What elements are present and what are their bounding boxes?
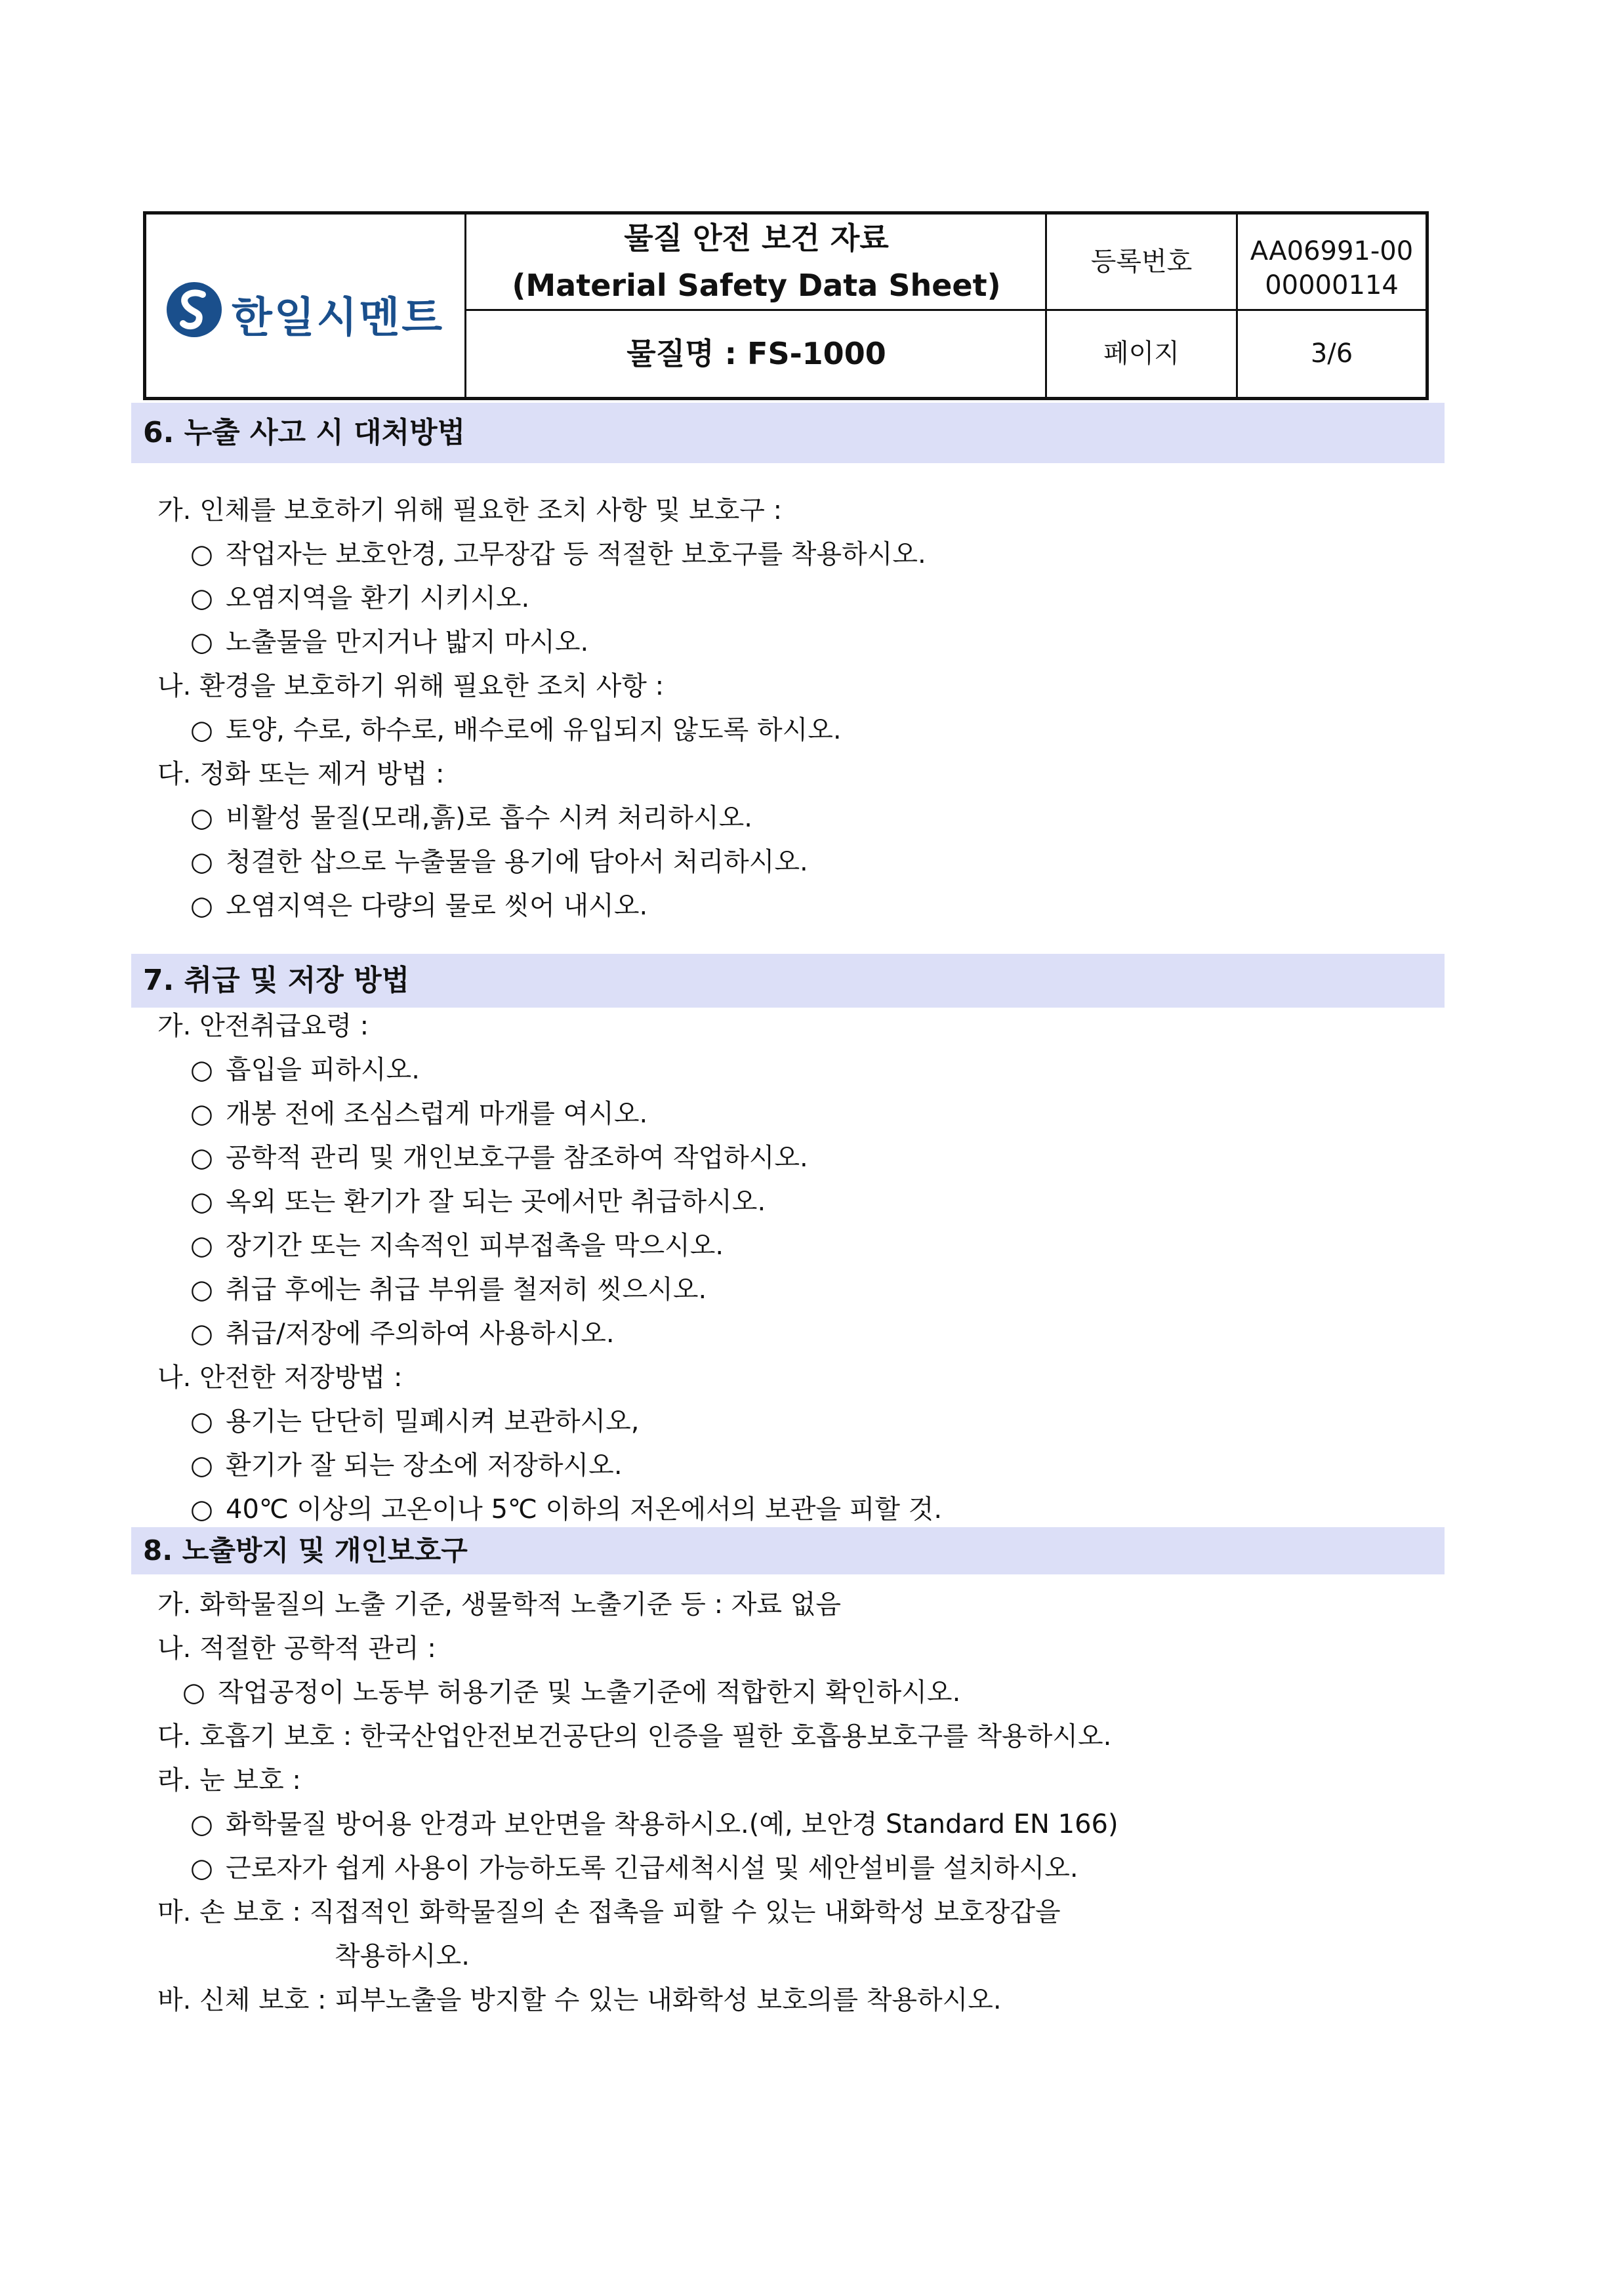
- section-7b-label: 나. 안전한 저장방법 :: [157, 1363, 403, 1393]
- list-item: ○ 환기가 잘 되는 장소에 저장하시오.: [190, 1448, 623, 1483]
- list-item: ○ 오염지역을 환기 시키시오.: [190, 581, 529, 615]
- section-7-heading: 7. 취급 및 저장 방법: [131, 954, 1445, 1008]
- bullet-icon: ○: [190, 539, 213, 569]
- registration-value-2: 00000114: [1265, 270, 1399, 300]
- list-item: ○ 화학물질 방어용 안경과 보안면을 착용하시오.(예, 보안경 Standard EN 166): [190, 1807, 1118, 1841]
- list-item: ○ 공학적 관리 및 개인보호구를 참조하여 작업하시오.: [190, 1141, 808, 1175]
- bullet-icon: ○: [190, 1494, 213, 1525]
- registration-label: 등록번호: [1090, 247, 1193, 277]
- bullet-icon: ○: [190, 803, 213, 833]
- bullet-icon: ○: [190, 891, 213, 921]
- list-item: ○ 비활성 물질(모래,흙)로 흡수 시켜 처리하시오.: [190, 801, 752, 835]
- section-8a-line: 가. 화학물질의 노출 기준, 생물학적 노출기준 등 : 자료 없음: [157, 1589, 842, 1620]
- document-title: [468, 215, 1045, 309]
- bullet-icon: ○: [190, 1099, 213, 1129]
- material-name: 물질명 : FS-1000: [626, 336, 886, 371]
- section-8d-label: 라. 눈 보호 :: [157, 1765, 301, 1795]
- company-logo: [165, 280, 447, 342]
- table-divider: [464, 215, 466, 397]
- list-item: ○ 작업자는 보호안경, 고무장갑 등 적절한 보호구를 착용하시오.: [190, 537, 926, 571]
- section-8f-line: 바. 신체 보호 : 피부노출을 방지할 수 있는 내화학성 보호의를 착용하시오.: [157, 1985, 1002, 2015]
- bullet-icon: ○: [190, 1809, 213, 1839]
- bullet-icon: ○: [190, 1055, 213, 1085]
- section-7a-label: 가. 안전취급요령 :: [157, 1011, 369, 1041]
- list-item: ○ 작업공정이 노동부 허용기준 및 노출기준에 적합한지 확인하시오.: [182, 1675, 960, 1710]
- list-item: ○ 오염지역은 다량의 물로 씻어 내시오.: [190, 889, 647, 923]
- list-item: ○ 노출물을 만지거나 밟지 마시오.: [190, 625, 588, 659]
- list-item: ○ 40℃ 이상의 고온이나 5℃ 이하의 저온에서의 보관을 피할 것.: [190, 1492, 942, 1527]
- bullet-icon: ○: [190, 715, 213, 745]
- section-6a-label: 가. 인체를 보호하기 위해 필요한 조치 사항 및 보호구 :: [157, 495, 783, 525]
- list-item: ○ 장기간 또는 지속적인 피부접촉을 막으시오.: [190, 1229, 724, 1263]
- bullet-icon: ○: [190, 1231, 213, 1261]
- company-name: 한일시멘트: [232, 294, 445, 342]
- list-item: ○ 청결한 삽으로 누출물을 용기에 담아서 처리하시오.: [190, 845, 808, 879]
- page-number: 3/6: [1310, 338, 1353, 369]
- bullet-icon: ○: [190, 1450, 213, 1481]
- section-6b-label: 나. 환경을 보호하기 위해 필요한 조치 사항 :: [157, 671, 665, 701]
- title-english: (Material Safety Data Sheet): [512, 268, 1001, 303]
- list-item: ○ 용기는 단단히 밀폐시켜 보관하시오,: [190, 1404, 639, 1439]
- section-6c-label: 다. 정화 또는 제거 방법 :: [157, 759, 445, 789]
- bullet-icon: ○: [190, 1275, 213, 1305]
- company-logo-icon: [165, 280, 224, 339]
- list-item: ○ 개봉 전에 조심스럽게 마개를 여시오.: [190, 1097, 647, 1131]
- list-item: ○ 취급/저장에 주의하여 사용하시오.: [190, 1317, 615, 1351]
- section-8e-line: 마. 손 보호 : 직접적인 화학물질의 손 접촉을 피할 수 있는 내화학성 보호장갑을: [157, 1897, 1061, 1927]
- list-item: ○ 옥외 또는 환기가 잘 되는 곳에서만 취급하시오.: [190, 1185, 766, 1219]
- bullet-icon: ○: [182, 1677, 205, 1708]
- bullet-icon: ○: [190, 1406, 213, 1437]
- page-label: 페이지: [1103, 338, 1180, 369]
- registration-value-1: AA06991-00: [1250, 236, 1414, 266]
- bullet-icon: ○: [190, 1187, 213, 1217]
- list-item: ○ 취급 후에는 취급 부위를 철저히 씻으시오.: [190, 1273, 707, 1307]
- section-6-heading: 6. 누출 사고 시 대처방법: [131, 403, 1445, 463]
- list-item: ○ 흡입을 피하시오.: [190, 1053, 420, 1087]
- section-8e-continuation: 착용하시오.: [335, 1941, 470, 1971]
- bullet-icon: ○: [190, 1319, 213, 1349]
- header-table: [143, 211, 1429, 400]
- title-korean: 물질 안전 보건 자료: [624, 220, 889, 256]
- bullet-icon: ○: [190, 583, 213, 613]
- list-item: ○ 근로자가 쉽게 사용이 가능하도록 긴급세척시설 및 세안설비를 설치하시오.: [190, 1851, 1078, 1885]
- section-8-heading: 8. 노출방지 및 개인보호구: [131, 1527, 1445, 1574]
- section-8c-line: 다. 호흡기 보호 : 한국산업안전보건공단의 인증을 필한 호흡용보호구를 착용하시오.: [157, 1721, 1112, 1752]
- bullet-icon: ○: [190, 627, 213, 657]
- bullet-icon: ○: [190, 847, 213, 877]
- section-8b-label: 나. 적절한 공학적 관리 :: [157, 1633, 436, 1664]
- bullet-icon: ○: [190, 1143, 213, 1173]
- bullet-icon: ○: [190, 1853, 213, 1883]
- list-item: ○ 토양, 수로, 하수로, 배수로에 유입되지 않도록 하시오.: [190, 713, 842, 747]
